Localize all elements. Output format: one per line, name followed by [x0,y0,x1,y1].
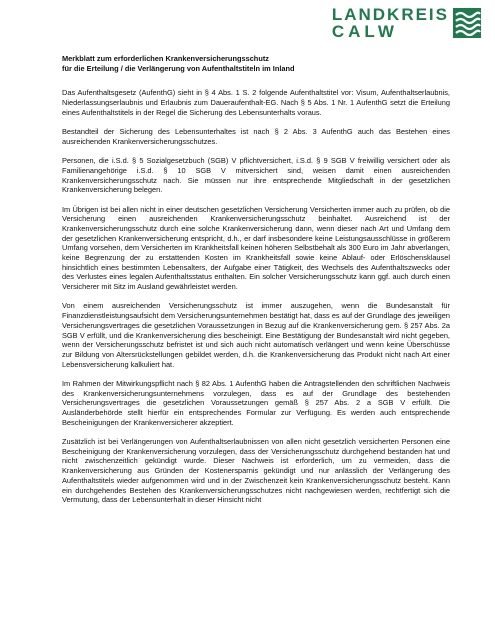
paragraph-7: Zusätzlich ist bei Verlängerungen von Aufenthaltserlaubnissen von allen nicht gesetzlich versicherten Personen eine Bescheinigung der Krankenversicherung vorzulegen, dass der Versicherungsschutz durchgehend bestanden hat und nicht zwischenzeitlich gekündigt wurde. Dieser Nachweis ist erforderlich, um zu vermeiden, dass die Krankenversicherung aus Gründen der Kostenersparnis gekündigt und nur anlässlich der Verlängerung des Aufenthaltstitels wieder aufgenommen wird und in der Zwischenzeit kein Krankenversicherungsschutz besteht. Kann ein durchgehendes Bestehen des Krankenversicherungsschutzes nicht nachgewiesen werden, rechtfertigt sich die Vermutung, dass der Lebensunterhalt in dieser Hinsicht nicht [62,437,450,505]
paragraph-4: Im Übrigen ist bei allen nicht in einer deutschen gesetzlichen Versicherung Versicherten immer auch zu prüfen, ob die Versicherung einen ausreichenden Krankenversicherungsschutz beinhaltet. Ausreichend ist der Krankenversicherungsschutz durch eine solche Krankenversicherung dann, wenn dieser nach Art und Umfang dem der gesetzlichen Krankenversicherung entspricht, d.h., er darf insbesondere keine Leistungsausschlüsse in größerem Umfang vorsehen, dem Versicherten im Krankheitsfall keinen höheren Selbstbehalt als 300 Euro im Jahr abverlangen, keine Begrenzung der zu erstattenden Kosten im Krankheitsfall sowie keine Ablauf- oder Erlöschensklausel hinsichtlich eines bestimmten Lebensalters, der Aufgabe einer Tätigkeit, des Wechsels des Aufenthaltszwecks oder des Verlustes eines legalen Aufenthaltsstatus enthalten. Ein solcher Versicherungsschutz kann ggf. auch durch einen Versicherer mit Sitz im Ausland gewährleistet werden. [62,204,450,292]
logo-line-2: CALW [331,22,398,41]
paragraph-6: Im Rahmen der Mitwirkungspflicht nach § 82 Abs. 1 AufenthG haben die Antragstellenden den schriftlichen Nachweis des Krankenversicherungsunternehmens vorzulegen, dass es auf der Grundlage des bestehenden Versicherungsvertrages die gesetzlichen Voraussetzungen gemäß § 257 Abs. 2 a SGB V erfüllt. Die Ausländerbehörde stellt hierfür ein entsprechendes Formular zur Verfügung. Es werden auch entsprechende Bescheinigungen der Krankenversicherer akzeptiert. [62,378,450,427]
paragraph-3: Personen, die i.S.d. § 5 Sozialgesetzbuch (SGB) V pflichtversichert, i.S.d. § 9 SGB V freiwillig versichert oder als Familienangehörige i.S.d. § 10 SGB V mitversichert sind, weisen damit einen ausreichenden Krankenversicherungsschutz nach. Sie müssen nur ihre entsprechende Mitgliedschaft in der gesetzlichen Krankenversicherung belegen. [62,156,450,195]
paragraph-2: Bestandteil der Sicherung des Lebensunterhaltes ist nach § 2 Abs. 3 AufenthG auch das Bestehen eines ausreichenden Krankenversicherungsschutzes. [62,127,450,146]
logo-wordmark [332,6,449,40]
paragraph-1: Das Aufenthaltsgesetz (AufenthG) sieht in § 4 Abs. 1 S. 2 folgende Aufenthaltstitel vor: Visum, Aufenthaltserlaubnis, Niederlassungserlaubnis und Erlaubnis zum Daueraufenthalt-EG. Nach § 5 Abs. 1 Nr. 1 AufenthG setzt die Erteilung eines Aufenthaltstitels in der Regel die Sicherung des Lebensunterhalts voraus. [62,88,450,117]
title-line-2: für die Erteilung / die Verlängerung von Aufenthaltstiteln im Inland [62,63,295,73]
landkreis-calw-logo [332,6,481,40]
paragraph-5: Von einem ausreichenden Versicherungsschutz ist immer auszugehen, wenn die Bundesanstalt für Finanzdienstleistungsaufsicht dem Versicherungsunternehmen bestätigt hat, dass es auf der Grundlage des jeweiligen Versicherungsvertrages die gesetzlichen Voraussetzungen in Bezug auf die Krankenversicherung gem. § 257 Abs. 2a SGB V erfüllt, und die Krankenversicherung dies bescheinigt. Eine Bestätigung der Bundesanstalt wird nicht gegeben, wenn der Versicherungsschutz befristet ist und sich auch nicht automatisch verlängert und wenn keine Überschüsse zur Bildung von Altersrückstellungen gebildet werden, d.h. die Krankenversicherung das Produkt nicht nach Art einer Lebensversicherung kalkuliert hat. [62,301,450,369]
document-body [62,54,450,515]
document-title [62,54,450,73]
title-line-1: Merkblatt zum erforderlichen Krankenversicherungsschutz [62,54,269,63]
logo-line-1: LANDKREIS [331,5,449,24]
waves-icon [453,8,481,38]
